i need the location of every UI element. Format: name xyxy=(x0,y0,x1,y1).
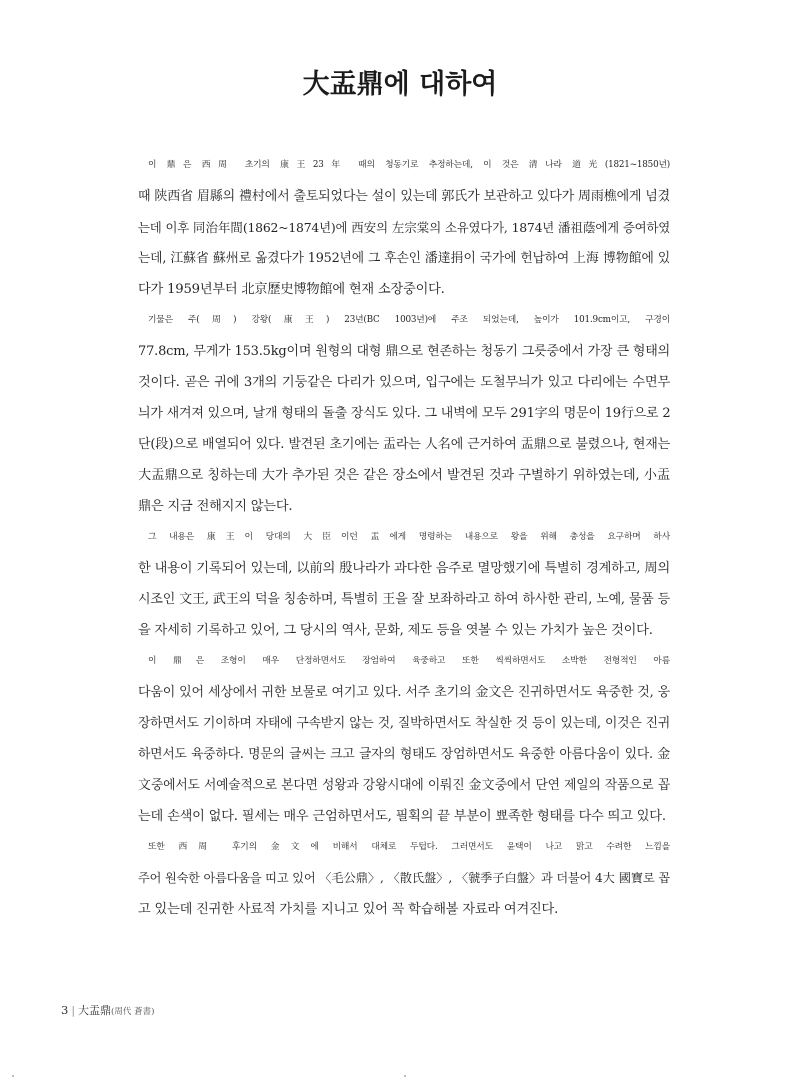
paragraph xyxy=(138,305,670,522)
text-line: 는데, 江蘇省 蘇州로 옮겼다가 1952년에 그 후손인 潘達捐이 국가에 헌납하여 上海 博物館에 있 xyxy=(138,251,670,266)
text-line: 또한 西周 후기의 金文에 비해서 대체로 두텁다. 그러면서도 윤택이 나고 맑고 수려한 느낌을 xyxy=(148,842,670,852)
page-title: 大盂鼎에 대하여 xyxy=(302,69,498,100)
text-line: 이 鼎은 조형이 매우 단정하면서도 장엄하여 육중하고 또한 씩씩하면서도 소박한 전형적인 아름 xyxy=(148,656,670,666)
text-line: 는데 이후 同治年間(1862~1874년)에 西安의 左宗棠의 소유였다가, 1874년 潘祖蔭에게 증여하였 xyxy=(138,220,670,235)
text-line: 77.8cm, 무게가 153.5kg이며 원형의 대형 鼎으로 현존하는 청동기 그릇중에서 가장 큰 형태의 xyxy=(138,344,670,359)
paragraph xyxy=(138,522,670,646)
text-line: 하면서도 육중하다. 명문의 글씨는 크고 글자의 형태도 장엄하면서도 육중한 아름다움이 있다. 金 xyxy=(138,747,670,762)
text-line: 그 내용은 康王이 당대의 大臣이던 盂에게 명령하는 내용으로 왕을 위해 충성을 요구하며 하사 xyxy=(148,532,670,542)
footer-book-subtitle: (周代 蒼書) xyxy=(111,1007,155,1017)
text-line: 주어 원숙한 아름다움을 띠고 있어 〈毛公鼎〉, 〈散氏盤〉, 〈虢季子白盤〉과 더불어 4大 國寶로 꼽 xyxy=(138,871,670,885)
text-line: 때 陕西省 眉縣의 禮村에서 출토되었다는 설이 있는데 郭氏가 보관하고 있다가 周雨樵에게 넘겼 xyxy=(138,189,670,204)
text-line: 이 鼎은 西周 초기의 康王23年 때의 청동기로 추정하는데, 이 것은 清나라 道光(1821~1850년) xyxy=(148,160,670,170)
text-line: 한 내용이 기록되어 있는데, 以前의 殷나라가 과다한 음주로 멸망했기에 특별히 경계하고, 周의 xyxy=(138,561,670,576)
footer-separator: | xyxy=(71,1004,76,1017)
text-line: 는데 손색이 없다. 필세는 매우 근엄하면서도, 필획의 끝 부분이 뾰족한 형태를 다수 띄고 있다. xyxy=(138,809,666,824)
body-text xyxy=(138,150,670,925)
footer-book-title: 大盂鼎 xyxy=(78,1004,112,1017)
paragraph xyxy=(138,832,670,925)
paragraph xyxy=(138,646,670,832)
text-line: 文중에서도 서예술적으로 본다면 성왕과 강왕시대에 이뤄진 金文중에서 단연 제일의 작품으로 꼽 xyxy=(138,778,670,793)
text-line: 고 있는데 진귀한 사료적 가치를 지니고 있어 꼭 학습해볼 자료라 여겨진다. xyxy=(138,902,559,917)
text-line: 을 자세히 기록하고 있어, 그 당시의 역사, 문화, 제도 등을 엿볼 수 있는 가치가 높은 것이다. xyxy=(138,623,653,638)
text-line: 鼎은 지금 전해지지 않는다. xyxy=(138,499,293,514)
text-line: 시조인 文王, 武王의 덕을 칭송하며, 특별히 王을 잘 보좌하라고 하여 하사한 관리, 노예, 물품 등 xyxy=(138,592,670,607)
page-footer xyxy=(61,1002,154,1018)
text-line: 단(段)으로 배열되어 있다. 발견된 초기에는 盂라는 人名에 근거하여 盂鼎으로 불렸으나, 현재는 xyxy=(138,437,670,452)
text-line: 다가 1959년부터 北京歷史博物館에 현재 소장중이다. xyxy=(138,282,445,297)
text-line: 다움이 있어 세상에서 귀한 보물로 여기고 있다. 서주 초기의 金文은 진귀하면서도 육중한 것, 웅 xyxy=(138,685,670,700)
text-line: 기물은 주(周) 강왕(康王) 23년(BC 1003년)에 주조 되었는데, 높이가 101.9cm이고, 구경이 xyxy=(148,315,670,325)
page-edge-mark xyxy=(12,1075,14,1077)
page-number: 3 xyxy=(61,1003,69,1017)
text-line: 것이다. 곧은 귀에 3개의 기둥같은 다리가 있으며, 입구에는 도철무늬가 있고 다리에는 수면무 xyxy=(138,375,670,390)
text-line: 늬가 새겨져 있으며, 날개 형태의 돌출 장식도 있다. 그 내벽에 모두 291字의 명문이 19行으로 2 xyxy=(138,406,671,421)
text-line: 大盂鼎으로 칭하는데 大가 추가된 것은 같은 장소에서 발견된 것과 구별하기 위하였는데, 小盂 xyxy=(138,468,670,483)
paragraph xyxy=(138,150,670,305)
page-edge-mark xyxy=(404,1075,406,1077)
text-line: 장하면서도 기이하며 자태에 구속받지 않는 것, 질박하면서도 착실한 것 등이 있는데, 이것은 진귀 xyxy=(138,716,670,731)
